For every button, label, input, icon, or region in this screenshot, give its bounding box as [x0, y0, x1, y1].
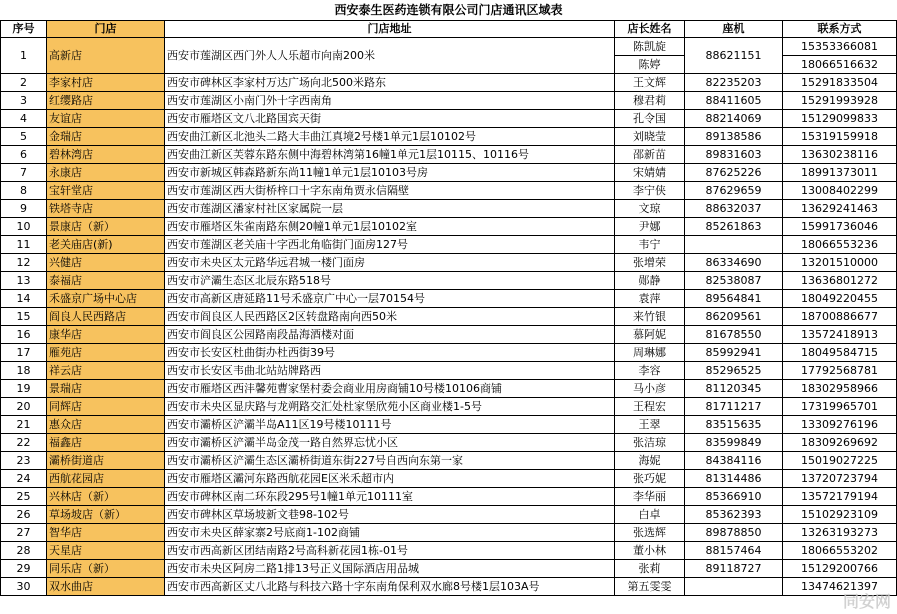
cell-address: 西安市碑林区南二环东段295号1幢1单元10111室: [165, 488, 615, 506]
cell-seq: 27: [1, 524, 47, 542]
cell-mobile: 18049584715: [783, 344, 897, 362]
cell-phone: 88632037: [685, 200, 783, 218]
cell-phone: 88411605: [685, 92, 783, 110]
cell-seq: 7: [1, 164, 47, 182]
table-row: [1, 380, 897, 398]
cell-phone: 89878850: [685, 524, 783, 542]
cell-seq: 19: [1, 380, 47, 398]
table-row: [1, 182, 897, 200]
cell-mobile: 15319159918: [783, 128, 897, 146]
cell-address: 西安市灞桥区浐灞生态区灞桥街道东街227号自西向东第一家: [165, 452, 615, 470]
cell-phone: 85362393: [685, 506, 783, 524]
cell-phone: 85296525: [685, 362, 783, 380]
cell-manager: 张巧妮: [615, 470, 685, 488]
cell-address: 西安市西高新区团结南路2号高科新花园1栋-01号: [165, 542, 615, 560]
cell-manager: 文琼: [615, 200, 685, 218]
cell-seq: 30: [1, 578, 47, 596]
cell-mobile: 15129200766: [783, 560, 897, 578]
cell-seq: 25: [1, 488, 47, 506]
cell-store: 阎良人民西路店: [47, 308, 165, 326]
cell-mobile: 18066516632: [783, 56, 897, 74]
cell-manager: 慕阿妮: [615, 326, 685, 344]
cell-phone: 83515635: [685, 416, 783, 434]
cell-mobile: 13636801272: [783, 272, 897, 290]
cell-address: 西安市灞桥区浐灞半岛金茂一路自然界忘忧小区: [165, 434, 615, 452]
cell-manager: 陈凯旋: [615, 38, 685, 56]
cell-store: 禾盛京广场中心店: [47, 290, 165, 308]
cell-seq: 24: [1, 470, 47, 488]
cell-seq: 13: [1, 272, 47, 290]
cell-seq: 18: [1, 362, 47, 380]
table-row: [1, 542, 897, 560]
cell-phone: 88621151: [685, 38, 783, 74]
cell-store: 泰福店: [47, 272, 165, 290]
cell-seq: 28: [1, 542, 47, 560]
cell-phone: 84384116: [685, 452, 783, 470]
table-row: [1, 254, 897, 272]
table-row: [1, 416, 897, 434]
cell-mobile: 13201510000: [783, 254, 897, 272]
cell-store: 天星店: [47, 542, 165, 560]
cell-manager: 李华丽: [615, 488, 685, 506]
cell-address: 西安市雁塔区灞河东路西航花园E区米禾超市内: [165, 470, 615, 488]
cell-manager: 王文辉: [615, 74, 685, 92]
cell-mobile: 18309269692: [783, 434, 897, 452]
header-phone: 座机: [685, 21, 783, 38]
table-row: [1, 434, 897, 452]
cell-seq: 14: [1, 290, 47, 308]
table-row: [1, 560, 897, 578]
cell-seq: 2: [1, 74, 47, 92]
cell-manager: 王程宏: [615, 398, 685, 416]
cell-address: 西安市未央区阿房二路1排13号正义国际酒店用品城: [165, 560, 615, 578]
cell-manager: 韦宁: [615, 236, 685, 254]
table-row: [1, 398, 897, 416]
table-row: [1, 236, 897, 254]
cell-address: 西安曲江新区北池头二路大丰曲江真境2号楼1单元1层10102号: [165, 128, 615, 146]
cell-phone: 89118727: [685, 560, 783, 578]
cell-mobile: 15102923109: [783, 506, 897, 524]
cell-store: 智华店: [47, 524, 165, 542]
cell-seq: 6: [1, 146, 47, 164]
cell-store: 友谊店: [47, 110, 165, 128]
cell-address: 西安市莲湖区潘家村社区家属院一层: [165, 200, 615, 218]
watermark-text: 同安网: [842, 592, 891, 611]
cell-seq: 20: [1, 398, 47, 416]
table-row: [1, 74, 897, 92]
cell-store: 康华店: [47, 326, 165, 344]
cell-phone: 81711217: [685, 398, 783, 416]
cell-mobile: 17319965701: [783, 398, 897, 416]
cell-phone: [685, 236, 783, 254]
cell-store: 祥云店: [47, 362, 165, 380]
cell-phone: 86334690: [685, 254, 783, 272]
cell-address: 西安市阎良区公园路南段晶海酒楼对面: [165, 326, 615, 344]
cell-phone: 85366910: [685, 488, 783, 506]
cell-manager: 王翠: [615, 416, 685, 434]
cell-address: 西安曲江新区芙蓉东路东侧中海碧林湾第16幢1单元1层10115、10116号: [165, 146, 615, 164]
cell-phone: 81314486: [685, 470, 783, 488]
cell-mobile: 13630238116: [783, 146, 897, 164]
cell-manager: 邵新苗: [615, 146, 685, 164]
cell-seq: 5: [1, 128, 47, 146]
cell-seq: 21: [1, 416, 47, 434]
cell-mobile: 18066553236: [783, 236, 897, 254]
header-row: [1, 21, 897, 38]
table-row: [1, 326, 897, 344]
table-row: [1, 146, 897, 164]
table-row: [1, 200, 897, 218]
cell-store: 景康店（新）: [47, 218, 165, 236]
cell-manager: 陈婷: [615, 56, 685, 74]
cell-store: 碧林湾店: [47, 146, 165, 164]
cell-manager: 穆君莉: [615, 92, 685, 110]
cell-phone: 89564841: [685, 290, 783, 308]
cell-phone: 88157464: [685, 542, 783, 560]
table-row: [1, 218, 897, 236]
cell-address: 西安市未央区显庆路与龙朔路交汇处杜家堡欣苑小区商业楼1-5号: [165, 398, 615, 416]
cell-seq: 3: [1, 92, 47, 110]
header-manager: 店长姓名: [615, 21, 685, 38]
cell-seq: 16: [1, 326, 47, 344]
cell-seq: 22: [1, 434, 47, 452]
cell-store: 李家村店: [47, 74, 165, 92]
cell-seq: 8: [1, 182, 47, 200]
cell-store: 草场坡店（新）: [47, 506, 165, 524]
store-table: [0, 20, 897, 596]
cell-seq: 12: [1, 254, 47, 272]
cell-mobile: 18066553202: [783, 542, 897, 560]
cell-manager: 李宁侠: [615, 182, 685, 200]
table-row: [1, 272, 897, 290]
cell-phone: 81120345: [685, 380, 783, 398]
cell-address: 西安市灞桥区浐灞半岛A11区19号楼10111号: [165, 416, 615, 434]
cell-store: 高新店: [47, 38, 165, 74]
cell-phone: 82538087: [685, 272, 783, 290]
cell-address: 西安市莲湖区西门外人人乐超市向南200米: [165, 38, 615, 74]
table-row: [1, 128, 897, 146]
cell-address: 西安市西高新区丈八北路与科技六路十字东南角保利双水廊8号楼1层103A号: [165, 578, 615, 596]
cell-manager: 刘晓莹: [615, 128, 685, 146]
cell-manager: 张选辉: [615, 524, 685, 542]
cell-address: 西安市高新区唐延路11号禾盛京广中心一层70154号: [165, 290, 615, 308]
cell-mobile: 13720723794: [783, 470, 897, 488]
cell-store: 双水曲店: [47, 578, 165, 596]
table-row: [1, 164, 897, 182]
cell-manager: 尹娜: [615, 218, 685, 236]
cell-seq: 9: [1, 200, 47, 218]
cell-seq: 17: [1, 344, 47, 362]
table-row: [1, 452, 897, 470]
table-row: [1, 506, 897, 524]
cell-manager: 李容: [615, 362, 685, 380]
cell-store: 永康店: [47, 164, 165, 182]
cell-address: 西安市碑林区李家村万达广场向北500米路东: [165, 74, 615, 92]
cell-mobile: 18302958966: [783, 380, 897, 398]
cell-store: 雁苑店: [47, 344, 165, 362]
cell-address: 西安市长安区韦曲北站站牌路西: [165, 362, 615, 380]
table-row: [1, 290, 897, 308]
cell-mobile: 18049220455: [783, 290, 897, 308]
cell-mobile: 18700886677: [783, 308, 897, 326]
cell-manager: 马小彦: [615, 380, 685, 398]
cell-manager: 郧静: [615, 272, 685, 290]
cell-phone: 85261863: [685, 218, 783, 236]
cell-address: 西安市未央区薛家寨2号底商1-102商铺: [165, 524, 615, 542]
table-row: [1, 38, 897, 56]
table-row: [1, 92, 897, 110]
table-row: [1, 362, 897, 380]
cell-mobile: 15991736046: [783, 218, 897, 236]
cell-address: 西安市莲湖区西大街桥梓口十字东南角贾永信隔壁: [165, 182, 615, 200]
cell-seq: 4: [1, 110, 47, 128]
cell-manager: 来竹银: [615, 308, 685, 326]
sheet-title: 西安泰生医药连锁有限公司门店通讯区域表: [334, 3, 563, 17]
header-address: 门店地址: [165, 21, 615, 38]
table-row: [1, 470, 897, 488]
cell-mobile: 18991373011: [783, 164, 897, 182]
cell-store: 景瑞店: [47, 380, 165, 398]
cell-phone: 89831603: [685, 146, 783, 164]
cell-phone: 86209561: [685, 308, 783, 326]
cell-store: 铁塔寺店: [47, 200, 165, 218]
cell-store: 兴林店（新）: [47, 488, 165, 506]
cell-address: 西安市雁塔区文八北路国宾天街: [165, 110, 615, 128]
header-store: 门店: [47, 21, 165, 38]
cell-phone: 81678550: [685, 326, 783, 344]
cell-manager: 袁萍: [615, 290, 685, 308]
cell-manager: 第五雯雯: [615, 578, 685, 596]
cell-store: 金瑞店: [47, 128, 165, 146]
cell-seq: 10: [1, 218, 47, 236]
table-row: [1, 110, 897, 128]
cell-mobile: 15291833504: [783, 74, 897, 92]
cell-address: 西安市雁塔区西沣馨苑曹家堡村委会商业用房商铺10号楼10106商铺: [165, 380, 615, 398]
cell-manager: 白卓: [615, 506, 685, 524]
cell-manager: 张莉: [615, 560, 685, 578]
table-row: [1, 308, 897, 326]
cell-phone: 85992941: [685, 344, 783, 362]
cell-phone: 88214069: [685, 110, 783, 128]
cell-mobile: 13008402299: [783, 182, 897, 200]
cell-mobile: 15019027225: [783, 452, 897, 470]
table-row: [1, 488, 897, 506]
cell-store: 同辉店: [47, 398, 165, 416]
cell-manager: 张洁琼: [615, 434, 685, 452]
cell-phone: 87625226: [685, 164, 783, 182]
cell-store: 红缨路店: [47, 92, 165, 110]
cell-address: 西安市未央区太元路华远君城一楼门面房: [165, 254, 615, 272]
cell-address: 西安市阎良区人民西路区2区转盘路南向西50米: [165, 308, 615, 326]
cell-store: 福鑫店: [47, 434, 165, 452]
table-row: [1, 524, 897, 542]
cell-manager: 张增荣: [615, 254, 685, 272]
cell-phone: 89138586: [685, 128, 783, 146]
cell-seq: 15: [1, 308, 47, 326]
cell-address: 西安市新城区韩森路新东尚11幢1单元1层10103号房: [165, 164, 615, 182]
cell-phone: 82235203: [685, 74, 783, 92]
cell-address: 西安市雁塔区朱雀南路东侧20幢1单元1层10102室: [165, 218, 615, 236]
cell-mobile: 13263193273: [783, 524, 897, 542]
cell-store: 同乐店（新）: [47, 560, 165, 578]
cell-seq: 1: [1, 38, 47, 74]
cell-address: 西安市浐灞生态区北辰东路518号: [165, 272, 615, 290]
cell-address: 西安市莲湖区老关庙十字西北角临街门面房127号: [165, 236, 615, 254]
cell-mobile: 15129099833: [783, 110, 897, 128]
cell-mobile: 17792568781: [783, 362, 897, 380]
cell-mobile: 15291993928: [783, 92, 897, 110]
cell-seq: 26: [1, 506, 47, 524]
cell-manager: 宋婧婧: [615, 164, 685, 182]
cell-mobile: 13629241463: [783, 200, 897, 218]
cell-store: 惠众店: [47, 416, 165, 434]
cell-address: 西安市长安区杜曲街办杜西街39号: [165, 344, 615, 362]
cell-phone: 83599849: [685, 434, 783, 452]
cell-mobile: 13572179194: [783, 488, 897, 506]
cell-seq: 11: [1, 236, 47, 254]
cell-store: 灞桥街道店: [47, 452, 165, 470]
cell-manager: 周琳娜: [615, 344, 685, 362]
header-contact: 联系方式: [783, 21, 897, 38]
cell-manager: 海妮: [615, 452, 685, 470]
header-seq: 序号: [1, 21, 47, 38]
cell-mobile: 15353366081: [783, 38, 897, 56]
cell-address: 西安市碑林区草场坡新文巷98-102号: [165, 506, 615, 524]
cell-store: 老关庙店(新): [47, 236, 165, 254]
cell-store: 兴健店: [47, 254, 165, 272]
cell-seq: 29: [1, 560, 47, 578]
cell-mobile: 13474621397: [783, 578, 897, 596]
table-row: [1, 578, 897, 596]
cell-phone: [685, 578, 783, 596]
cell-address: 西安市莲湖区小南门外十字西南角: [165, 92, 615, 110]
cell-seq: 23: [1, 452, 47, 470]
cell-manager: 孔令国: [615, 110, 685, 128]
table-row: [1, 344, 897, 362]
cell-manager: 董小林: [615, 542, 685, 560]
cell-mobile: 13572418913: [783, 326, 897, 344]
cell-store: 宝轩堂店: [47, 182, 165, 200]
cell-store: 西航花园店: [47, 470, 165, 488]
cell-mobile: 13309276196: [783, 416, 897, 434]
cell-phone: 87629659: [685, 182, 783, 200]
